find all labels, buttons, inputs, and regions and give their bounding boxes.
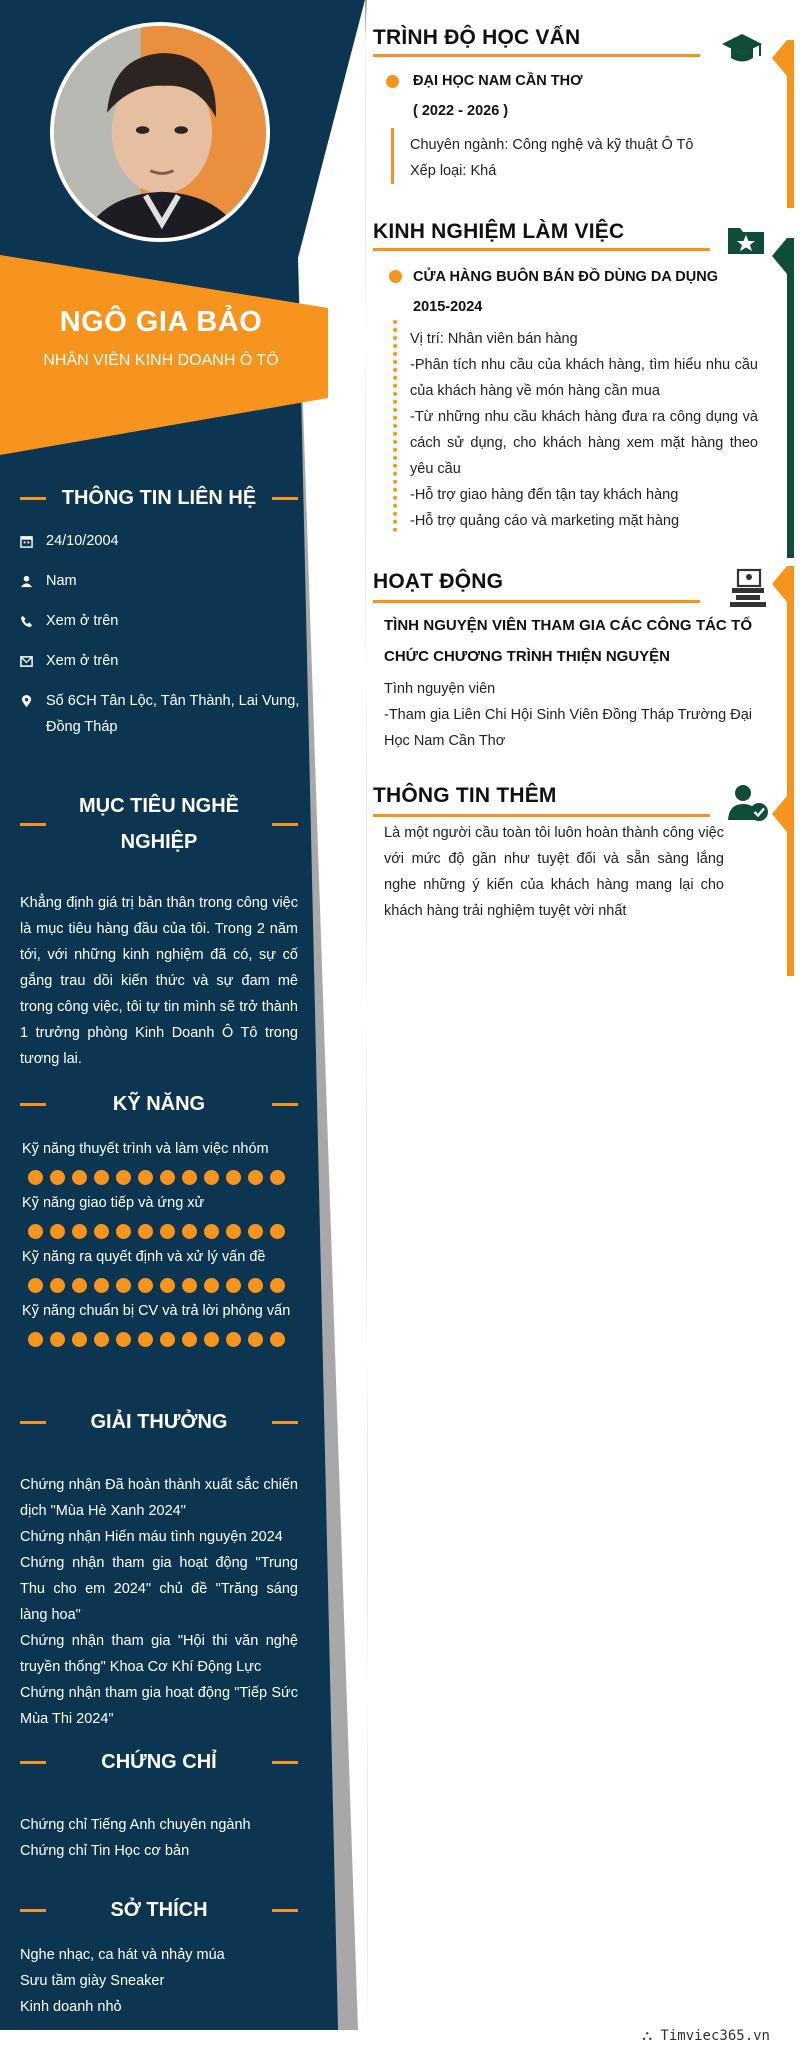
skill-dot — [204, 1170, 219, 1185]
additional-text: Là một người cầu toàn tôi luôn hoàn thành công việc với mức độ gần như tuyệt đối và sẵn sàng lắng nghe những ý kiến của khách hàng mang lại cho khách hàng trải nghiệm tuyệt vời nhất — [384, 825, 724, 919]
skill-dot — [182, 1224, 197, 1239]
job-title: NHÂN VIÊN KINH DOANH Ô TÔ — [43, 352, 279, 369]
activities-heading: HOẠT ĐỘNG — [373, 570, 504, 593]
skill-dot — [248, 1278, 263, 1293]
timeline-bar — [391, 128, 394, 184]
skill-dot — [226, 1278, 241, 1293]
contact-address: Số 6CH Tân Lộc, Tân Thành, Lai Vung, Đồng Tháp — [20, 688, 300, 740]
list-item: Chứng nhận tham gia hoạt động "Trung Thu cho em 2024" chủ đề "Trăng sáng làng hoa" — [20, 1555, 298, 1623]
skill-dot — [50, 1278, 65, 1293]
education-years: ( 2022 - 2026 ) — [413, 103, 509, 119]
skill-dot — [116, 1332, 131, 1347]
skill-dot — [160, 1224, 175, 1239]
contact-email: Xem ở trên — [20, 648, 300, 674]
candidate-name: NGÔ GIA BẢO — [59, 306, 263, 338]
education-rank: Xếp loại: Khá — [410, 163, 497, 179]
skill-dot — [138, 1332, 153, 1347]
skill-name: Kỹ năng thuyết trình và làm việc nhóm — [22, 1141, 269, 1157]
education-heading: TRÌNH ĐỘ HỌC VẤN — [373, 26, 581, 49]
skill-dot — [50, 1170, 65, 1185]
skill-dot — [270, 1224, 285, 1239]
watermark: ⛬ Timviec365.vn — [642, 2028, 770, 2044]
list-item: Chứng nhận Đã hoàn thành xuất sắc chiến dịch "Mùa Hè Xanh 2024" — [20, 1477, 298, 1519]
company-name: CỬA HÀNG BUÔN BÁN ĐỒ DÙNG DA DỤNG — [413, 269, 718, 285]
list-item: Nghe nhạc, ca hát và nhảy múa — [20, 1947, 225, 1963]
skill-name: Kỹ năng chuẩn bị CV và trả lời phỏng vấn — [22, 1303, 291, 1319]
skill-dot — [116, 1278, 131, 1293]
skill-dot — [270, 1278, 285, 1293]
contact-phone: Xem ở trên — [20, 608, 300, 634]
skill-dot — [226, 1170, 241, 1185]
contact-heading: THÔNG TIN LIÊN HỆ — [20, 480, 298, 516]
skill-dot — [116, 1170, 131, 1185]
skill-dot — [138, 1278, 153, 1293]
skill-dot — [160, 1278, 175, 1293]
skill-dot — [182, 1170, 197, 1185]
folder-star-icon — [724, 218, 768, 262]
skill-dot — [72, 1278, 87, 1293]
skill-rating — [28, 1170, 285, 1185]
contact-gender: Nam — [20, 568, 300, 594]
skill-dot — [248, 1224, 263, 1239]
education-major: Chuyên ngành: Công nghệ và kỹ thuật Ô Tô — [410, 137, 694, 153]
activity-role: Tình nguyện viên — [384, 681, 496, 697]
list-item: Chứng chỉ Tin Học cơ bản — [20, 1843, 190, 1859]
experience-details — [410, 326, 758, 534]
skill-dot — [94, 1170, 109, 1185]
list-item: Vị trí: Nhân viên bán hàng — [410, 331, 578, 347]
list-item: Chứng chỉ Tiếng Anh chuyên ngành — [20, 1817, 251, 1833]
bullet-dot — [389, 270, 402, 283]
awards-heading: GIẢI THƯỞNG — [20, 1404, 298, 1440]
experience-period: 2015-2024 — [413, 299, 483, 315]
experience-heading: KINH NGHIỆM LÀM VIỆC — [373, 220, 625, 243]
skill-dot — [204, 1278, 219, 1293]
skill-dot — [270, 1170, 285, 1185]
email-icon — [20, 648, 46, 674]
list-item: -Phân tích nhu cầu của khách hàng, tìm hiểu nhu cầu của khách hàng về món hàng cần mua — [410, 357, 758, 399]
skill-name: Kỹ năng ra quyết định và xử lý vấn đề — [22, 1249, 266, 1265]
activity-description: -Tham gia Liên Chi Hội Sinh Viên Đồng Tháp Trường Đại Học Nam Cần Thơ — [384, 707, 752, 749]
activity-title: TÌNH NGUYỆN VIÊN THAM GIA CÁC CÔNG TÁC TỔ CHỨC CHƯƠNG TRÌNH THIỆN NGUYỆN — [384, 617, 752, 665]
skill-dot — [248, 1170, 263, 1185]
skill-dot — [72, 1224, 87, 1239]
certificates-list — [20, 1812, 298, 1864]
skill-dot — [72, 1332, 87, 1347]
bullet-dot — [386, 75, 399, 88]
user-icon — [20, 568, 46, 594]
skill-dot — [138, 1170, 153, 1185]
skill-dot — [94, 1224, 109, 1239]
awards-list — [20, 1472, 298, 1732]
list-item: Chứng nhận tham gia hoạt động "Tiếp Sức Mùa Thi 2024" — [20, 1685, 298, 1727]
list-item: Kinh doanh nhỏ — [20, 1999, 122, 2015]
skill-dot — [160, 1332, 175, 1347]
skill-dot — [248, 1332, 263, 1347]
objective-heading: MỤC TIÊU NGHỀ NGHIỆP — [20, 788, 298, 860]
avatar — [50, 22, 270, 242]
skill-dot — [204, 1224, 219, 1239]
skill-dot — [160, 1170, 175, 1185]
skill-dot — [270, 1332, 285, 1347]
list-item: -Hỗ trợ quảng cáo và marketing mặt hàng — [410, 513, 680, 529]
skill-dot — [182, 1332, 197, 1347]
skill-rating — [28, 1224, 285, 1239]
skill-rating — [28, 1332, 285, 1347]
skill-dot — [50, 1224, 65, 1239]
skill-dot — [28, 1278, 43, 1293]
user-check-icon — [726, 782, 770, 826]
skill-rating — [28, 1278, 285, 1293]
calendar-icon — [20, 528, 46, 554]
skill-dot — [138, 1224, 153, 1239]
skill-dot — [94, 1278, 109, 1293]
list-item: -Từ những nhu cầu khách hàng đưa ra công dụng và cách sử dụng, cho khách hàng xem mặt hàng theo yêu cầu — [410, 409, 758, 477]
list-item: Chứng nhận Hiến máu tình nguyện 2024 — [20, 1529, 283, 1545]
graduation-cap-icon — [720, 28, 764, 72]
skill-dot — [204, 1332, 219, 1347]
education-underline — [373, 54, 700, 57]
experience-underline — [373, 248, 710, 251]
skill-name: Kỹ năng giao tiếp và ứng xử — [22, 1195, 205, 1211]
timeline-dotted — [393, 320, 397, 532]
phone-icon — [20, 608, 46, 634]
activities-underline — [373, 600, 700, 603]
objective-text: Khẳng định giá trị bản thân trong công việc là mục tiêu hàng đầu của tôi. Trong 2 năm tới, với những kinh nghiệm đã có, sự cố gắng trau dồi kiến thức và sự đam mê trong công việc, tôi tự tin mình sẽ trở thành 1 trưởng phòng Kinh Doanh Ô Tô trong tương lai. — [20, 895, 298, 1067]
additional-underline — [373, 814, 710, 817]
skill-dot — [182, 1278, 197, 1293]
skill-dot — [50, 1332, 65, 1347]
skill-dot — [28, 1170, 43, 1185]
school-name: ĐẠI HỌC NAM CẦN THƠ — [413, 73, 583, 89]
skill-dot — [72, 1170, 87, 1185]
contact-birthdate: 24/10/2004 — [20, 528, 300, 554]
skills-heading: KỸ NĂNG — [20, 1086, 298, 1122]
list-item: Sưu tầm giày Sneaker — [20, 1973, 165, 1989]
hobbies-heading: SỞ THÍCH — [20, 1892, 298, 1928]
hobbies-list — [20, 1942, 298, 2020]
certificates-heading: CHỨNG CHỈ — [20, 1744, 298, 1780]
skill-dot — [116, 1224, 131, 1239]
skill-dot — [226, 1224, 241, 1239]
skill-dot — [28, 1224, 43, 1239]
award-stand-icon — [726, 566, 770, 610]
additional-heading: THÔNG TIN THÊM — [373, 784, 557, 807]
skill-dot — [226, 1332, 241, 1347]
list-item: Chứng nhận tham gia "Hội thi văn nghệ truyền thống" Khoa Cơ Khí Động Lực — [20, 1633, 298, 1675]
list-item: -Hỗ trợ giao hàng đến tận tay khách hàng — [410, 487, 679, 503]
location-icon — [20, 688, 46, 714]
skill-dot — [94, 1332, 109, 1347]
skill-dot — [28, 1332, 43, 1347]
